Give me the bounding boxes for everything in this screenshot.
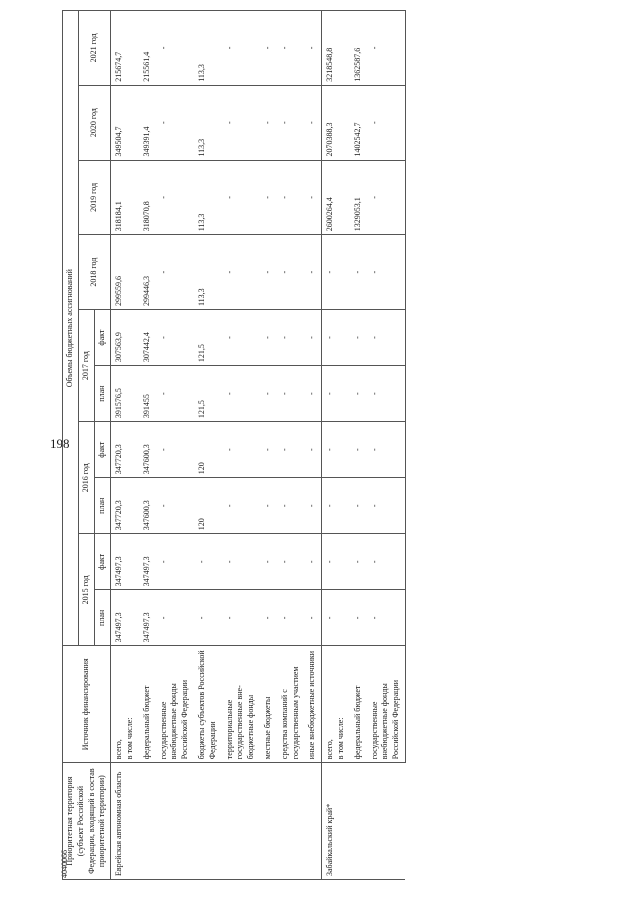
budget-value: 120 xyxy=(194,422,222,478)
budget-value: 2600264,4 xyxy=(322,160,350,235)
budget-value: - xyxy=(304,85,321,160)
budget-value: - xyxy=(367,160,406,235)
table-row xyxy=(322,11,350,880)
budget-value: - xyxy=(322,422,350,478)
budget-value: 113,3 xyxy=(194,85,222,160)
table-row xyxy=(277,11,305,880)
budget-value: - xyxy=(260,590,277,646)
budget-value: 299446,3 xyxy=(139,235,156,310)
budget-value: - xyxy=(277,534,305,590)
budget-value: - xyxy=(304,310,321,366)
budget-value: - xyxy=(350,235,367,310)
header-group: Объемы бюджетных ассигнований xyxy=(63,11,79,646)
budget-value: - xyxy=(260,478,277,534)
table-row xyxy=(139,11,156,880)
budget-value: - xyxy=(367,422,406,478)
budget-value: - xyxy=(367,310,406,366)
budget-value: - xyxy=(350,478,367,534)
table-row xyxy=(367,11,406,880)
budget-value: - xyxy=(222,534,260,590)
budget-value: - xyxy=(156,366,194,422)
budget-value: - xyxy=(222,366,260,422)
budget-value: 1402542,7 xyxy=(350,85,367,160)
budget-value: - xyxy=(367,478,406,534)
budget-value: - xyxy=(322,534,350,590)
header-2017: 2017 год xyxy=(78,310,95,422)
budget-value: - xyxy=(260,310,277,366)
header-territory: Приоритетная территория (субъект Российской Федерации, входящий в состав приоритетной территории) xyxy=(63,763,111,880)
budget-value: - xyxy=(222,422,260,478)
funding-source: бюджеты субъектов Российской Федерации xyxy=(194,646,222,763)
table-row xyxy=(350,11,367,880)
rotated-page xyxy=(62,10,622,880)
table-row xyxy=(111,11,139,880)
budget-value: - xyxy=(322,366,350,422)
budget-value: 347600,3 xyxy=(139,422,156,478)
budget-value: 318070,8 xyxy=(139,160,156,235)
header-2018: 2018 год xyxy=(78,235,110,310)
header-fact: факт xyxy=(95,422,111,478)
budget-value: - xyxy=(304,590,321,646)
territory-name: Еврейская автономная область xyxy=(111,763,322,880)
budget-value: 307563,9 xyxy=(111,310,139,366)
budget-value: - xyxy=(222,590,260,646)
budget-value: - xyxy=(350,590,367,646)
table-body xyxy=(111,11,406,880)
table-row xyxy=(260,11,277,880)
budget-value: - xyxy=(322,310,350,366)
budget-value: - xyxy=(304,534,321,590)
budget-value: 215561,4 xyxy=(139,11,156,86)
budget-value: 347720,3 xyxy=(111,422,139,478)
budget-value: - xyxy=(222,478,260,534)
budget-value: - xyxy=(260,235,277,310)
budget-value: 113,3 xyxy=(194,11,222,86)
budget-value: - xyxy=(367,590,406,646)
budget-value: - xyxy=(156,160,194,235)
budget-value: 121,5 xyxy=(194,366,222,422)
budget-table xyxy=(62,10,406,880)
budget-value: 1329053,1 xyxy=(350,160,367,235)
header-2019: 2019 год xyxy=(78,160,110,235)
budget-value: - xyxy=(350,534,367,590)
budget-value: - xyxy=(277,160,305,235)
budget-value: - xyxy=(277,590,305,646)
budget-value: - xyxy=(222,11,260,86)
budget-value: - xyxy=(367,11,406,86)
budget-value: 113,3 xyxy=(194,235,222,310)
budget-value: - xyxy=(156,590,194,646)
budget-value: - xyxy=(260,366,277,422)
funding-source: иные внебюджетные источники xyxy=(304,646,321,763)
header-2020: 2020 год xyxy=(78,85,110,160)
budget-value: - xyxy=(194,534,222,590)
budget-value: - xyxy=(156,534,194,590)
budget-value: - xyxy=(260,85,277,160)
budget-value: - xyxy=(277,310,305,366)
budget-value: - xyxy=(367,534,406,590)
budget-value: - xyxy=(222,310,260,366)
funding-source: средства компаний с государственным участием xyxy=(277,646,305,763)
budget-value: 318184,1 xyxy=(111,160,139,235)
budget-value: 391576,5 xyxy=(111,366,139,422)
budget-value: - xyxy=(350,422,367,478)
budget-value: 347720,3 xyxy=(111,478,139,534)
header-2021: 2021 год xyxy=(78,11,110,86)
budget-value: - xyxy=(156,310,194,366)
budget-value: 121,5 xyxy=(194,310,222,366)
budget-value: - xyxy=(260,11,277,86)
budget-value: 347497,3 xyxy=(139,590,156,646)
funding-source: всего, в том числе: xyxy=(322,646,350,763)
budget-value: 215674,7 xyxy=(111,11,139,86)
budget-value: 113,3 xyxy=(194,160,222,235)
funding-source: федеральный бюджет xyxy=(139,646,156,763)
budget-value: 2070388,3 xyxy=(322,85,350,160)
budget-value: - xyxy=(260,160,277,235)
budget-value: - xyxy=(322,590,350,646)
header-fact: факт xyxy=(95,310,111,366)
budget-value: - xyxy=(156,11,194,86)
budget-value: - xyxy=(156,85,194,160)
header-2016: 2016 год xyxy=(78,422,95,534)
funding-source: территориальные государственные вне-бюджетные фонды xyxy=(222,646,260,763)
budget-value: - xyxy=(304,11,321,86)
territory-name: Забайкальский край* xyxy=(322,763,406,880)
table-row xyxy=(304,11,321,880)
budget-value: - xyxy=(277,235,305,310)
budget-value: - xyxy=(277,422,305,478)
table-row xyxy=(222,11,260,880)
budget-value: 1362587,6 xyxy=(350,11,367,86)
budget-value: - xyxy=(304,160,321,235)
budget-value: 307442,4 xyxy=(139,310,156,366)
budget-value: - xyxy=(260,534,277,590)
budget-value: - xyxy=(350,310,367,366)
funding-source: местные бюджеты xyxy=(260,646,277,763)
budget-value: - xyxy=(277,11,305,86)
budget-value: - xyxy=(156,235,194,310)
document-code: 4040066 xyxy=(60,850,69,878)
budget-value: - xyxy=(304,422,321,478)
budget-value: - xyxy=(304,235,321,310)
budget-value: - xyxy=(277,478,305,534)
budget-value: - xyxy=(322,478,350,534)
table-row xyxy=(194,11,222,880)
budget-value: - xyxy=(222,235,260,310)
budget-value: - xyxy=(260,422,277,478)
budget-value: 349504,7 xyxy=(111,85,139,160)
budget-value: 347497,3 xyxy=(111,534,139,590)
budget-value: - xyxy=(322,235,350,310)
header-fact: факт xyxy=(95,534,111,590)
budget-value: 347497,3 xyxy=(139,534,156,590)
funding-source: государственные внебюджетные фонды Российской Федерации xyxy=(156,646,194,763)
header-plan: план xyxy=(95,366,111,422)
budget-value: - xyxy=(304,366,321,422)
budget-value: 347600,3 xyxy=(139,478,156,534)
header-plan: план xyxy=(95,478,111,534)
budget-value: - xyxy=(277,85,305,160)
budget-value: - xyxy=(367,366,406,422)
budget-value: - xyxy=(350,366,367,422)
budget-value: 299559,6 xyxy=(111,235,139,310)
budget-value: 391455 xyxy=(139,366,156,422)
budget-value: - xyxy=(156,478,194,534)
budget-value: 349391,4 xyxy=(139,85,156,160)
header-2015: 2015 год xyxy=(78,534,95,646)
funding-source: государственные внебюджетные фонды Российской Федерации xyxy=(367,646,406,763)
budget-value: - xyxy=(156,422,194,478)
header-source: Источник финансирования xyxy=(63,646,111,763)
table-row xyxy=(156,11,194,880)
header-plan: план xyxy=(95,590,111,646)
budget-value: 120 xyxy=(194,478,222,534)
budget-value: - xyxy=(304,478,321,534)
budget-value: - xyxy=(277,366,305,422)
budget-value: - xyxy=(222,85,260,160)
funding-source: федеральный бюджет xyxy=(350,646,367,763)
budget-value: - xyxy=(194,590,222,646)
budget-value: 3218548,8 xyxy=(322,11,350,86)
budget-value: - xyxy=(367,235,406,310)
page-number: 198 xyxy=(50,436,70,451)
budget-value: 347497,3 xyxy=(111,590,139,646)
funding-source: всего, в том числе: xyxy=(111,646,139,763)
budget-value: - xyxy=(367,85,406,160)
budget-value: - xyxy=(222,160,260,235)
